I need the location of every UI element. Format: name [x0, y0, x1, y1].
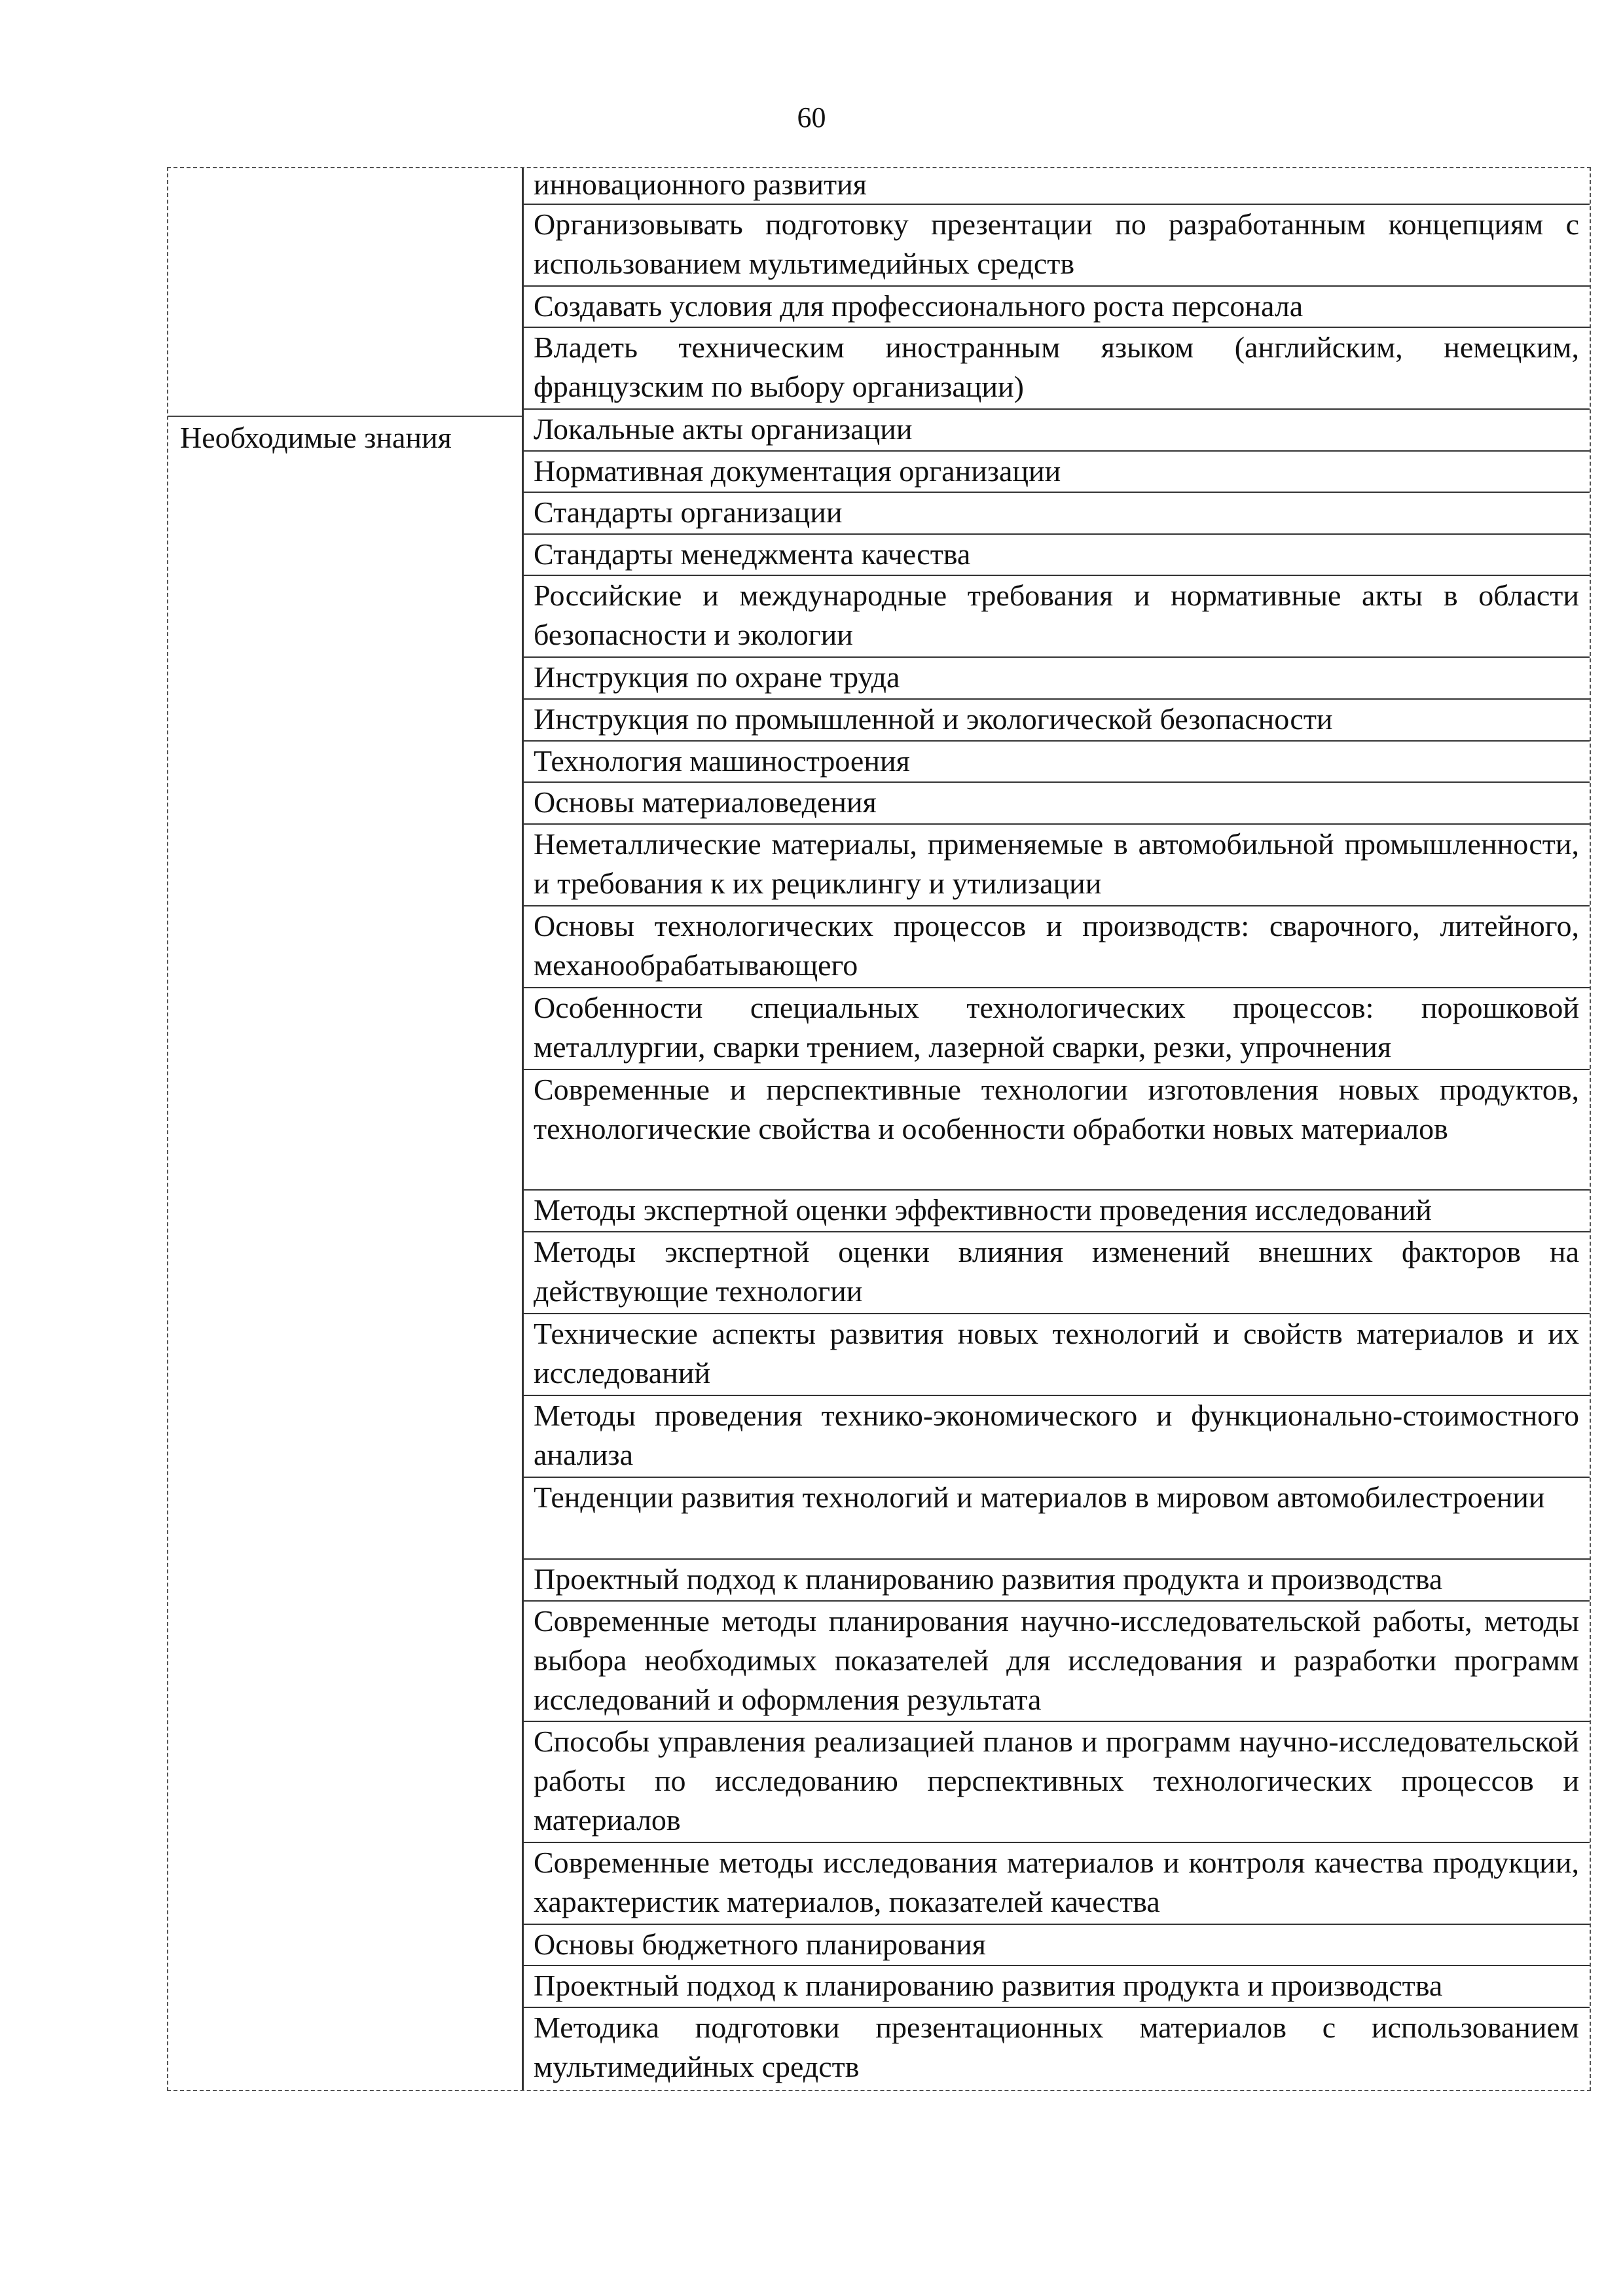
table-row — [524, 1966, 1590, 2008]
table-row — [524, 535, 1590, 577]
table-row — [524, 742, 1590, 783]
table-row — [524, 1478, 1590, 1560]
table-row — [524, 1396, 1590, 1478]
section-label: Необходимые знания — [180, 421, 452, 454]
table-row — [524, 700, 1590, 742]
row-text: Организовывать подготовку презентации по разработанным концепциям с использованием мультимедийных средств — [534, 207, 1579, 280]
row-text: Современные методы исследования материалов и контроля качества продукции, характеристик материалов, показателей качества — [534, 1845, 1579, 1918]
row-text: Создавать условия для профессионального роста персонала — [534, 289, 1304, 323]
row-text: Владеть техническим иностранным языком (английским, немецким, французским по выбору организации) — [534, 331, 1579, 404]
row-text: Особенности специальных технологических процессов: порошковой металлургии, сварки трением, лазерной сварки, резки, упрочнения — [534, 990, 1579, 1064]
table-row — [524, 906, 1590, 988]
row-text: Проектный подход к планированию развития продукта и производства — [534, 1969, 1443, 2003]
row-text: Стандарты организации — [534, 495, 843, 529]
table-row — [524, 2008, 1590, 2090]
table-row — [524, 1070, 1590, 1191]
row-text: Стандарты менеджмента качества — [534, 537, 971, 571]
table-row — [524, 658, 1590, 700]
row-text: Инструкция по охране труда — [534, 660, 900, 694]
table-row — [524, 452, 1590, 493]
row-text: Основы бюджетного планирования — [534, 1927, 986, 1961]
table-row — [524, 410, 1590, 452]
row-text: Современные и перспективные технологии изготовления новых продуктов, технологические свойства и особенности обработки новых материалов — [534, 1072, 1579, 1145]
table-row — [524, 783, 1590, 825]
requirements-table — [167, 167, 1591, 2091]
row-text: Инструкция по промышленной и экологической безопасности — [534, 702, 1333, 736]
table-row — [524, 1602, 1590, 1723]
row-text: Методика подготовки презентационных материалов с использованием мультимедийных средств — [534, 2011, 1579, 2084]
table-row — [524, 1722, 1590, 1843]
row-text: Способы управления реализацией планов и программ научно-исследовательской работы по исследованию перспективных технологических процессов и материалов — [534, 1725, 1579, 1837]
row-text: Технические аспекты развития новых технологий и свойств материалов и их исследований — [534, 1316, 1579, 1390]
row-text: Основы технологических процессов и производств: сварочного, литейного, механообрабатывающего — [534, 908, 1579, 982]
row-text: Тенденции развития технологий и материалов в мировом автомобилестроении — [534, 1480, 1545, 1515]
table-label-column — [168, 168, 524, 2090]
row-text: Технология машиностроения — [534, 744, 910, 778]
row-divider — [168, 416, 522, 417]
table-row — [524, 1191, 1590, 1232]
table-content-column — [524, 168, 1590, 2090]
table-row — [524, 988, 1590, 1070]
table-row — [524, 1925, 1590, 1967]
row-text: Методы экспертной оценки влияния изменений внешних факторов на действующие технологии — [534, 1234, 1579, 1308]
table-row — [524, 1314, 1590, 1396]
row-text: Методы проведения технико-экономического и функционально-стоимостного анализа — [534, 1399, 1579, 1472]
table-row — [524, 168, 1590, 205]
table-row — [524, 287, 1590, 329]
row-text: Основы материаловедения — [534, 785, 877, 819]
table-row — [524, 328, 1590, 410]
row-text: Локальные акты организации — [534, 412, 913, 446]
row-text: Проектный подход к планированию развития продукта и производства — [534, 1562, 1443, 1596]
row-text: Неметаллические материалы, применяемые в автомобильной промышленности, и требования к их рециклингу и утилизации — [534, 827, 1579, 900]
row-text: Методы экспертной оценки эффективности проведения исследований — [534, 1193, 1432, 1227]
row-text: Современные методы планирования научно-исследовательской работы, методы выбора необходимых показателей для исследования и разработки программ исследований и оформления результата — [534, 1604, 1579, 1716]
table-row — [524, 1843, 1590, 1925]
row-text: инновационного развития — [534, 168, 867, 201]
row-text: Нормативная документация организации — [534, 454, 1061, 488]
table-row — [524, 576, 1590, 658]
table-row — [524, 825, 1590, 906]
page-number: 60 — [797, 101, 826, 134]
table-row — [524, 205, 1590, 287]
row-text: Российские и международные требования и нормативные акты в области безопасности и экологии — [534, 579, 1579, 652]
table-row — [524, 493, 1590, 535]
table-row — [524, 1232, 1590, 1314]
table-row — [524, 1560, 1590, 1602]
